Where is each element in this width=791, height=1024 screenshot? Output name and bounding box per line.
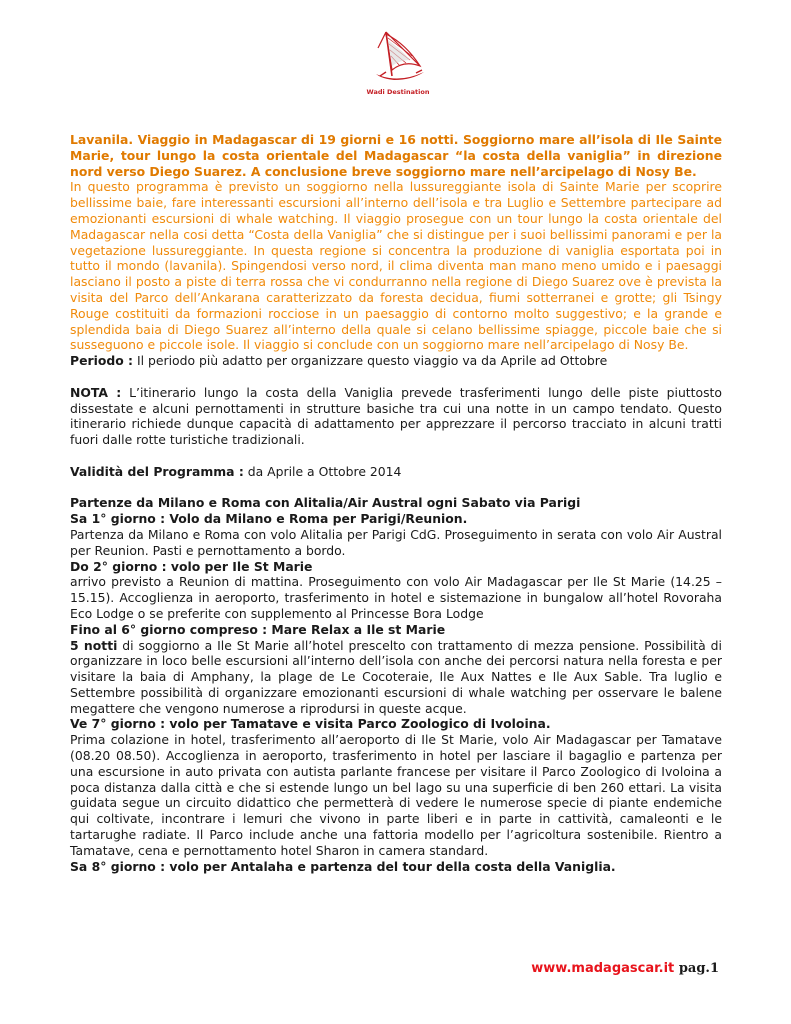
page-footer xyxy=(531,961,719,976)
day-7-text: Prima colazione in hotel, trasferimento all’aeroporto di Ile St Marie, volo Air Madagascar per Tamatave (08.20 08.50). Accoglienza in aeroporto, trasferimento in hotel per lasciare il bagaglio e partenza per una escursione in auto privata con autista parlante francese per visitare il Parco Zoologico di Ivoloina a poca distanza dalla città e che si estende lungo un bel lago su una superficie di ben 260 ettari. La visita guidata segue un circuito didattico che permetterà di vedere le numerose specie di piante endemiche qui coltivate, incontrare i lemuri che vivono in parte liberi e in parte in cattività, camaleonti e le tartarughe radiate. Il Parco include anche una fattoria modello per l’agricoltura sostenibile. Rientro a Tamatave, cena e pernottamento hotel Sharon in camera standard. xyxy=(70,732,722,858)
logo xyxy=(358,26,438,102)
periodo-paragraph xyxy=(70,353,722,369)
validita-paragraph xyxy=(70,464,722,480)
sailing-boat-logo-icon xyxy=(366,26,430,90)
day-1-heading: Sa 1° giorno : Volo da Milano e Roma per Parigi/Reunion. xyxy=(70,511,468,527)
day-1-text: Partenza da Milano e Roma con volo Alitalia per Parigi CdG. Proseguimento in serata con volo Air Austral per Reunion. Pasti e pernottamento a bordo. xyxy=(70,526,722,558)
page-number xyxy=(679,961,719,976)
day-2-text: arrivo previsto a Reunion di mattina. Proseguimento con volo Air Madagascar per Ile St Marie (14.25 – 15.15). Accoglienza in aeroporto, trasferimento in hotel e sistemazione in bungalow all’hotel Rovoraha Eco Lodge o se preferite con supplemento al Princesse Bora Lodge xyxy=(70,574,722,621)
day-6-heading: Fino al 6° giorno compreso : Mare Relax a Ile st Marie xyxy=(70,621,446,637)
trip-intro: In questo programma è previsto un soggiorno nella lussureggiante isola di Sainte Marie per scoprire bellissime baie, fare interessanti escursioni all’interno dell’isola e tra Luglio e Settembre partecipare ad emozionanti escursioni di whale watching. Il viaggio prosegue con un tour lungo la costa orientale del Madagascar nella cosi detta “Costa della Vaniglia” che si distingue per i suoi bellissimi panorami e per la vegetazione lussureggiante. In questa regione si concentra la produzione di vaniglia esportata poi in tutto il mondo (lavanila). Spingendosi verso nord, il clima diventa man mano meno umido e i paesaggi lasciano il posto a piste di terra rossa che vi condurranno nella regione di Diego Suarez ove è prevista la visita del Parco dell’Ankarana caratterizzato da foresta decidua, fiumi sotterranei e grotte; gli Tsingy Rouge costituiti da formazioni rocciose in un paesaggio di contorno molto suggestivo; e la grande e splendida baia di Diego Suarez all’interno della quale si celano bellissime spiagge, piccole baie che si susseguono e piccole isole. Il viaggio si conclude con un soggiorno mare nell’arcipelago di Nosy Be. xyxy=(70,179,722,353)
page-label: pag. xyxy=(678,961,710,976)
day-8-heading: Sa 8° giorno : volo per Antalaha e partenza del tour della costa della Vaniglia. xyxy=(70,858,616,874)
validita-text: da Aprile a Ottobre 2014 xyxy=(243,463,402,479)
page-num: 1 xyxy=(709,961,719,976)
periodo-text: Il periodo più adatto per organizzare questo viaggio va da Aprile ad Ottobre xyxy=(133,353,608,369)
trip-title: Lavanila. Viaggio in Madagascar di 19 giorni e 16 notti. Soggiorno mare all’isola di Ile Sainte Marie, tour lungo la costa orientale del Madagascar “la costa della vaniglia” in direzione nord verso Diego Suarez. A conclusione breve soggiorno mare nell’arcipelago di Nosy Be. xyxy=(70,132,722,179)
day-6-text: di soggiorno a Ile St Marie all’hotel prescelto con trattamento di mezza pensione. Possibilità di organizzare in loco belle escursioni all’interno dell’isola con anche dei percorsi natura nella foresta e per visitare la baia di Amphany, la plage de Le Cocoteraie, Ile Aux Nattes e Ile Aux Sable. Tra luglio e Settembre possibilità di organizzare emozionanti escursioni di whale watching per osservare le balene megattere che vengono numerose a riprodursi in queste acque. xyxy=(70,637,722,716)
day-2-heading: Do 2° giorno : volo per Ile St Marie xyxy=(70,558,313,574)
nota-text: L’itinerario lungo la costa della Vaniglia prevede trasferimenti lungo delle piste piuttosto dissestate e alcuni pernottamenti in strutture basiche tra cui una notte in un campo tendato. Questo itinerario richiede dunque capacità di adattamento per apprezzare il percorso tracciato in alcuni tratti fuori dalle rotte turistiche tradizionali. xyxy=(70,384,722,448)
validita-label: Validità del Programma : xyxy=(70,463,244,479)
day-6-lead: 5 notti xyxy=(70,637,118,653)
nota-label: NOTA : xyxy=(70,384,122,400)
day-7-heading: Ve 7° giorno : volo per Tamatave e visita Parco Zoologico di Ivoloina. xyxy=(70,716,551,732)
document-body xyxy=(70,132,722,874)
day-6-paragraph xyxy=(70,638,722,717)
footer-site-link[interactable]: www.madagascar.it xyxy=(531,961,675,976)
nota-paragraph xyxy=(70,385,722,448)
partenze-heading: Partenze da Milano e Roma con Alitalia/Air Austral ogni Sabato via Parigi xyxy=(70,495,581,511)
periodo-label: Periodo : xyxy=(70,353,134,369)
logo-text: Wadi Destination xyxy=(366,88,430,96)
